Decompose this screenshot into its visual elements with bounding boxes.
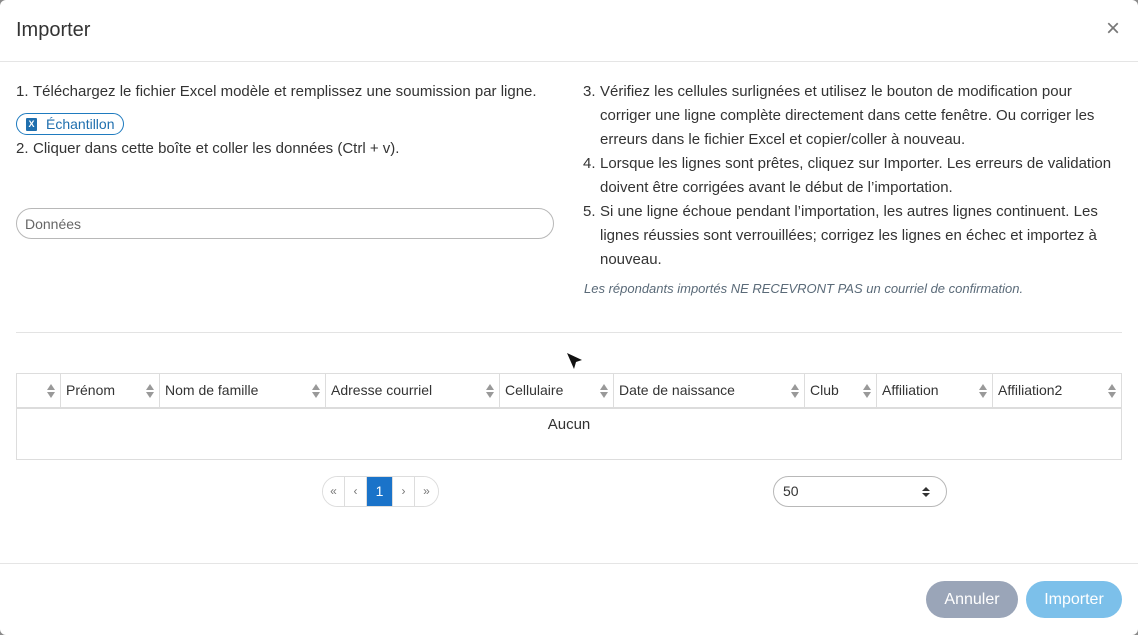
column-header-prenom[interactable]: Prénom [61,374,160,407]
sort-icon [791,384,800,398]
dialog-footer [0,563,1138,635]
mouse-cursor-icon [566,350,584,372]
previous-page-button[interactable]: ‹ [345,477,367,506]
sort-icon [600,384,609,398]
close-icon[interactable]: × [1105,15,1120,42]
sort-icon [979,384,988,398]
instructions-left [16,80,554,161]
sample-download-button[interactable] [16,113,124,135]
sort-icon [146,384,155,398]
column-header-club[interactable]: Club [805,374,877,407]
instruction-step-1: 1. Téléchargez le fichier Excel modèle et remplissez une soumission par ligne. [16,83,537,100]
dialog-header [0,0,1138,62]
table-header [17,374,1121,409]
dialog-title: Importer [16,19,91,41]
empty-table-message: Aucun [547,416,591,433]
sort-icon [312,384,321,398]
sort-icon [1108,384,1117,398]
excel-file-icon: X [26,118,37,131]
sort-icon [863,384,872,398]
instructions-right [583,80,1123,296]
column-header-affiliation[interactable]: Affiliation [877,374,993,407]
cancel-button[interactable]: Annuler [926,581,1018,618]
paste-data-input[interactable] [16,208,554,239]
page-1-button[interactable]: 1 [367,477,393,506]
select-arrows-icon [922,487,930,497]
sample-button-label: Échantillon [46,116,115,132]
next-page-button[interactable]: › [393,477,415,506]
column-header-nom-de-famille[interactable]: Nom de famille [160,374,326,407]
sort-icon [47,384,56,398]
last-page-button[interactable]: » [415,477,438,506]
pagination [322,476,439,507]
column-header-cellulaire[interactable]: Cellulaire [500,374,614,407]
instructions [0,62,1138,332]
instruction-step-3: 3. Vérifiez les cellules surlignées et utilisez le bouton de modification pour corriger une ligne complète directement dans cette fenêtre. Ou corriger les erreurs dans le fichier Excel et copier/coller à nouveau. [583,83,1095,148]
import-table [16,373,1122,460]
column-header-affiliation2[interactable]: Affiliation2 [993,374,1121,407]
import-button[interactable]: Importer [1026,581,1122,618]
sort-icon [486,384,495,398]
instruction-step-2: 2. Cliquer dans cette boîte et coller les données (Ctrl + v). [16,140,400,157]
column-header-select[interactable] [17,374,61,407]
confirmation-note: Les répondants importés NE RECEVRONT PAS un courriel de confirmation. [584,281,1024,296]
divider [16,332,1122,333]
instruction-step-4: 4. Lorsque les lignes sont prêtes, cliquez sur Importer. Les erreurs de validation doivent être corrigées avant le début de l’importation. [583,155,1112,196]
column-header-date-de-naissance[interactable]: Date de naissance [614,374,805,407]
first-page-button[interactable]: « [323,477,345,506]
column-header-adresse-courriel[interactable]: Adresse courriel [326,374,500,407]
page-size-select[interactable] [773,476,947,507]
instruction-step-5: 5. Si une ligne échoue pendant l’importation, les autres lignes continuent. Les lignes réussies sont verrouillées; corrigez les lignes en échec et importez à nouveau. [583,203,1098,268]
page-size-value: 50 [783,483,799,499]
